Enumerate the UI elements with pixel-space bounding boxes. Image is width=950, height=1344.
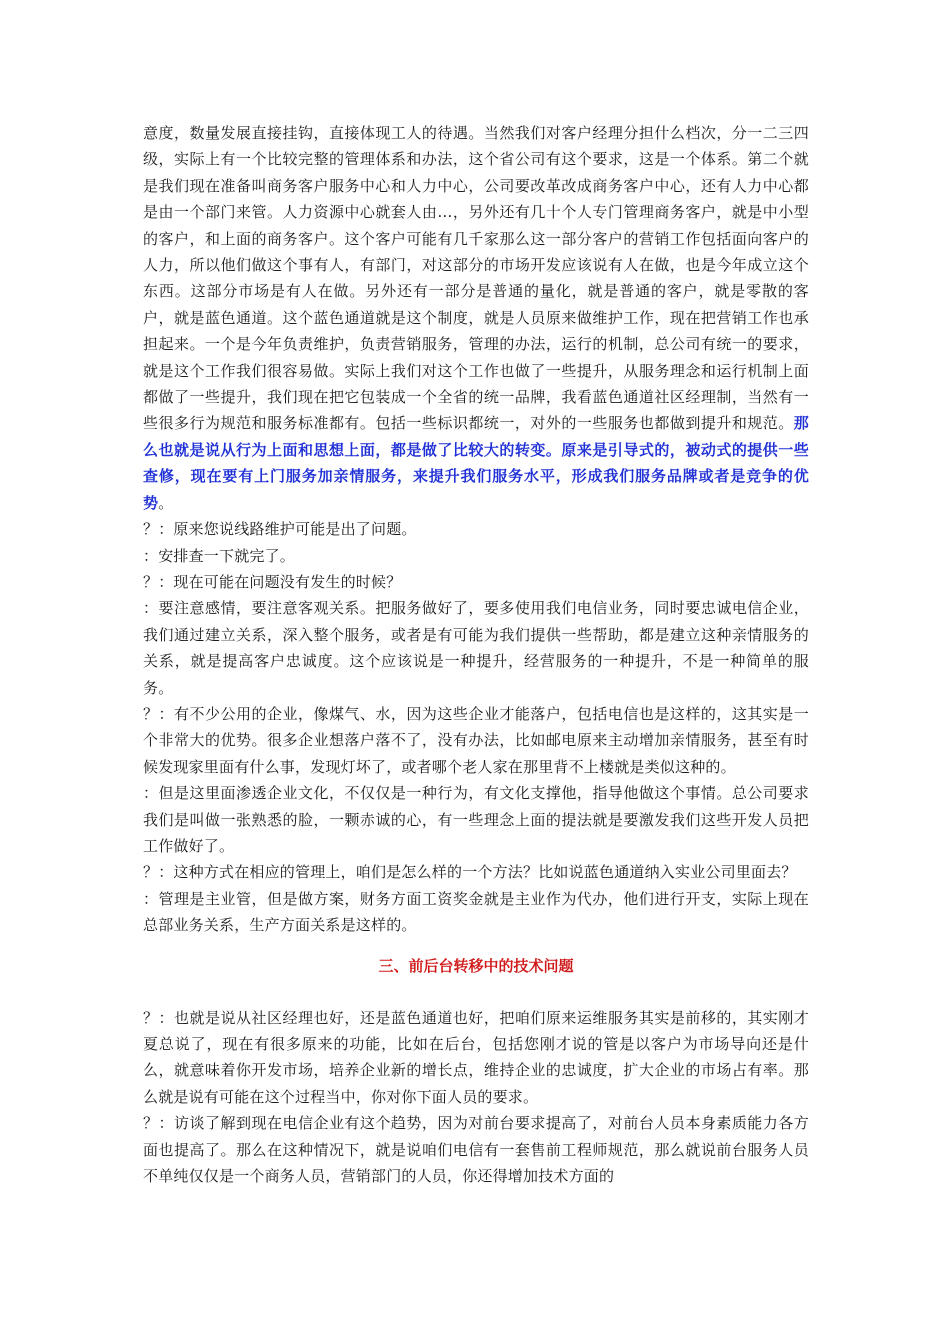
paragraph: ：要注意感情，要注意客观关系。把服务做好了，要多使用我们电信业务，同时要忠诚电信企业，我们通过建立关系，深入整个服务，或者是有可能为我们提供一些帮助，都是建立这种亲情服务的关系，就是提高客户忠诚度。这个应该说是一种提升，经营服务的一种提升，不是一种简单的服务。 bbox=[143, 599, 809, 697]
paragraph: ？：访谈了解到现在电信企业有这个趋势，因为对前台要求提高了，对前台人员本身素质能力各方面也提高了。那么在这种情况下，就是说咱们电信有一套售前工程师规范，那么就说前台服务人员不单纯仅仅是一个商务人员，营销部门的人员，你还得增加技术方面的 bbox=[143, 1114, 809, 1186]
paragraph bbox=[143, 120, 809, 516]
paragraph: ：管理是主业管，但是做方案，财务方面工资奖金就是主业作为代办，他们进行开支，实际上现在总部业务关系，生产方面关系是这样的。 bbox=[143, 889, 809, 935]
paragraph: ：安排查一下就完了。 bbox=[143, 546, 296, 565]
paragraph: ？：原来您说线路维护可能是出了问题。 bbox=[143, 520, 417, 539]
paragraph: ？：有不少公用的企业，像煤气、水，因为这些企业才能落户，包括电信也是这样的，这其实是一个非常大的优势。很多企业想落户落不了，没有办法，比如邮电原来主动增加亲情服务，甚至有时候发现家里面有什么事，发现灯坏了，或者哪个老人家在那里背不上楼就是类似这种的。 bbox=[143, 704, 809, 776]
paragraph: ？：现在可能在问题没有发生的时候？ bbox=[143, 572, 402, 591]
paragraph-text: 意度，数量发展直接挂钩，直接体现工人的待遇。当然我们对客户经理分担什么档次，分一二三四级，实际上有一个比较完整的管理体系和办法，这个省公司有这个要求，这是一个体系。第二个就是我们现在准备叫商务客户服务中心和人力中心，公司要改革改成商务客户中心，还有人力中心都是由一个部门来管。人力资源中心就套人由…，另外还有几十个人专门管理商务客户，就是中小型的客户，和上面的商务客户。这个客户可能有几千家那么这一部分客户的营销工作包括面向客户的人力，所以他们做这个事有人，有部门，对这部分的市场开发应该说有人在做，也是今年成立这个东西。这部分市场是有人在做。另外还有一部分是普通的量化，就是普通的客户，就是零散的客户，就是蓝色通道。这个蓝色通道就是这个制度，就是人员原来做维护工作，现在把营销工作也承担起来。一个是今年负责维护，负责营销服务，管理的办法，运行的机制，总公司有统一的要求，就是这个工作我们很容易做。实际上我们对这个工作也做了一些提升，从服务理念和运行机制上面都做了一些提升，我们现在把它包装成一个全省的统一品牌，我看蓝色通道社区经理制，当然有一些很多行为规范和服务标准都有。包括一些标识都统一，对外的一些服务也都做到提升和规范。 bbox=[143, 124, 809, 433]
emphasized-text: 那么也就是说从行为上面和思想上面，都是做了比较大的转变。原来是引导式的，被动式的提供一些查修，现在要有上门服务加亲情服务，来提升我们服务水平，形成我们服务品牌或者是竞争的优势 bbox=[143, 414, 809, 512]
paragraph: ：但是这里面渗透企业文化，不仅仅是一种行为，有文化支撑他，指导他做这个事情。总公司要求我们是叫做一张熟悉的脸，一颗赤诚的心，有一些理念上面的提法就是要激发我们这些开发人员把工作做好了。 bbox=[143, 784, 809, 855]
paragraph-tail: 。 bbox=[158, 493, 174, 512]
document-page bbox=[143, 120, 809, 1189]
section-heading: 三、前后台转移中的技术问题 bbox=[378, 956, 574, 975]
paragraph: ？：也就是说从社区经理也好，还是蓝色通道也好，把咱们原来运维服务其实是前移的，其实刚才夏总说了，现在有很多原来的功能，比如在后台，包括您刚才说的管是以客户为市场导向还是什么，就意味着你开发市场，培养企业新的增长点，维持企业的忠诚度，扩大企业的市场占有率。那么就是说有可能在这个过程当中，你对你下面人员的要求。 bbox=[143, 1008, 809, 1106]
paragraph: ？：这种方式在相应的管理上，咱们是怎么样的一个方法？比如说蓝色通道纳入实业公司里面去？ bbox=[143, 863, 797, 882]
